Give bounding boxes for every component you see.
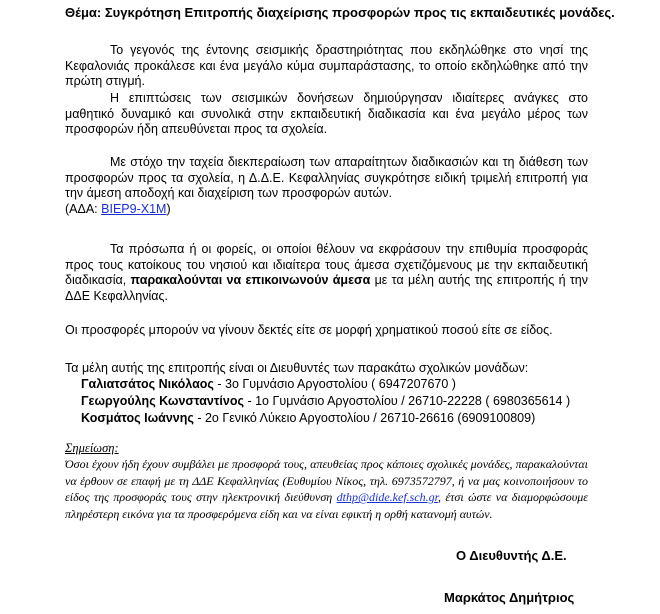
contact-text-end: με τα μέλη αυτής της επιτροπής ή την ΔΔΕ Κεφαλληνίας. [65,273,588,303]
signature-title: Ο Διευθυντής Δ.Ε. [456,548,567,563]
note-email-link[interactable]: dthp@dide.kef.sch.gr [336,490,438,505]
members-intro: Τα μέλη αυτής της επιτροπής είναι οι Διευθυντές των παρακάτω σχολικών μονάδων: [65,361,529,375]
note-text-end: , έτσι ώστε να διαμορφώσουμε πληρέστερη εικόνα για τα προσφερόμενα είδη και να είναι εφικτή η ορθή κατανομή αυτών. [65,490,588,521]
member-details: - 1ο Γυμνάσιο Αργοστολίου / 26710-22228 ( 6980365614 ) [243,394,571,408]
member-details: - 2ο Γενικό Λύκειο Αργοστολίου / 26710-26616 (6909100809) [193,411,536,425]
member-item [81,394,570,410]
committee-text: Με στόχο την ταχεία διεκπεραίωση των απαραίτητων διαδικασιών και τη διάθεση των προσφορών προς τα σχολεία, η Δ.Δ.Ε. Κεφαλληνίας συγκρότησε ειδική τριμελή επιτροπή για την άμεση αποδοχή και διαχείριση των προσφορών αυτών. [65,155,588,201]
note-text-start: Όσοι έχουν ήδη έχουν συμβάλει με προσφορά τους, απευθείας προς κάποιες σχολικές μονάδες, παρακαλούνται να έρθουν σε επαφή με τη ΔΔΕ Κεφαλληνίας (Ευθυμίου Νίκος, τηλ. 6973572797, ή να μας κοινοποιήσουν το είδος της προσφοράς τους στην ηλεκτρονική διεύθυνση [65,457,588,505]
member-name: Γεωργούλης Κωνσταντίνος [81,394,244,408]
subject-line: Θέμα: Συγκρότηση Επιτροπής διαχείρισης προσφορών προς τις εκπαιδευτικές μονάδες. [65,5,615,20]
paragraph-contact [65,242,588,304]
ada-reference [65,202,171,218]
ada-suffix: ) [166,201,171,216]
member-details: - 3ο Γυμνάσιο Αργοστολίου ( 6947207670 ) [213,377,456,391]
signature-name: Μαρκάτος Δημήτριος [444,590,575,605]
paragraph-earthquake: Το γεγονός της έντονης σεισμικής δραστηριότητας που εκδηλώθηκε στο νησί της Κεφαλονιάς προκάλεσε και ένα μεγάλο κύμα συμπαράστασης, το οποίο εκδηλώθηκε από την πρώτη στιγμή. [65,43,588,89]
paragraph-offers: Οι προσφορές μπορούν να γίνουν δεκτές είτε σε μορφή χρηματικού ποσού είτε σε είδος. [65,323,553,337]
paragraph-impact: Η επιπτώσεις των σεισμικών δονήσεων δημιούργησαν ιδιαίτερες ανάγκες στο μαθητικό δυναμικό και συνολικά στην εκπαιδευτική διαδικασία και ένα μεγάλο μέρος των προσφορών ήδη απευθύνεται προς τα σχολεία. [65,91,588,137]
note-body [65,456,588,522]
note-title: Σημείωση: [65,441,119,455]
member-item [81,411,535,427]
member-item [81,377,456,393]
ada-link[interactable]: ΒΙΕΡ9-Χ1Μ [101,201,167,216]
contact-text-start: Τα πρόσωπα ή οι φορείς, οι οποίοι θέλουν να εκφράσουν την επιθυμία προσφοράς προς τους κατοίκους του νησιού και ιδιαίτερα τους άμεσα σχετιζόμενους με την εκπαιδευτική διαδικασία, [65,242,588,288]
paragraph-committee [65,155,588,217]
member-name: Γαλιατσάτος Νικόλαος [81,377,214,391]
ada-prefix: (ΑΔΑ: [65,201,102,216]
contact-text-bold: παρακαλούνται να επικοινωνούν άμεσα [130,273,371,288]
member-name: Κοσμάτος Ιωάννης [81,411,194,425]
